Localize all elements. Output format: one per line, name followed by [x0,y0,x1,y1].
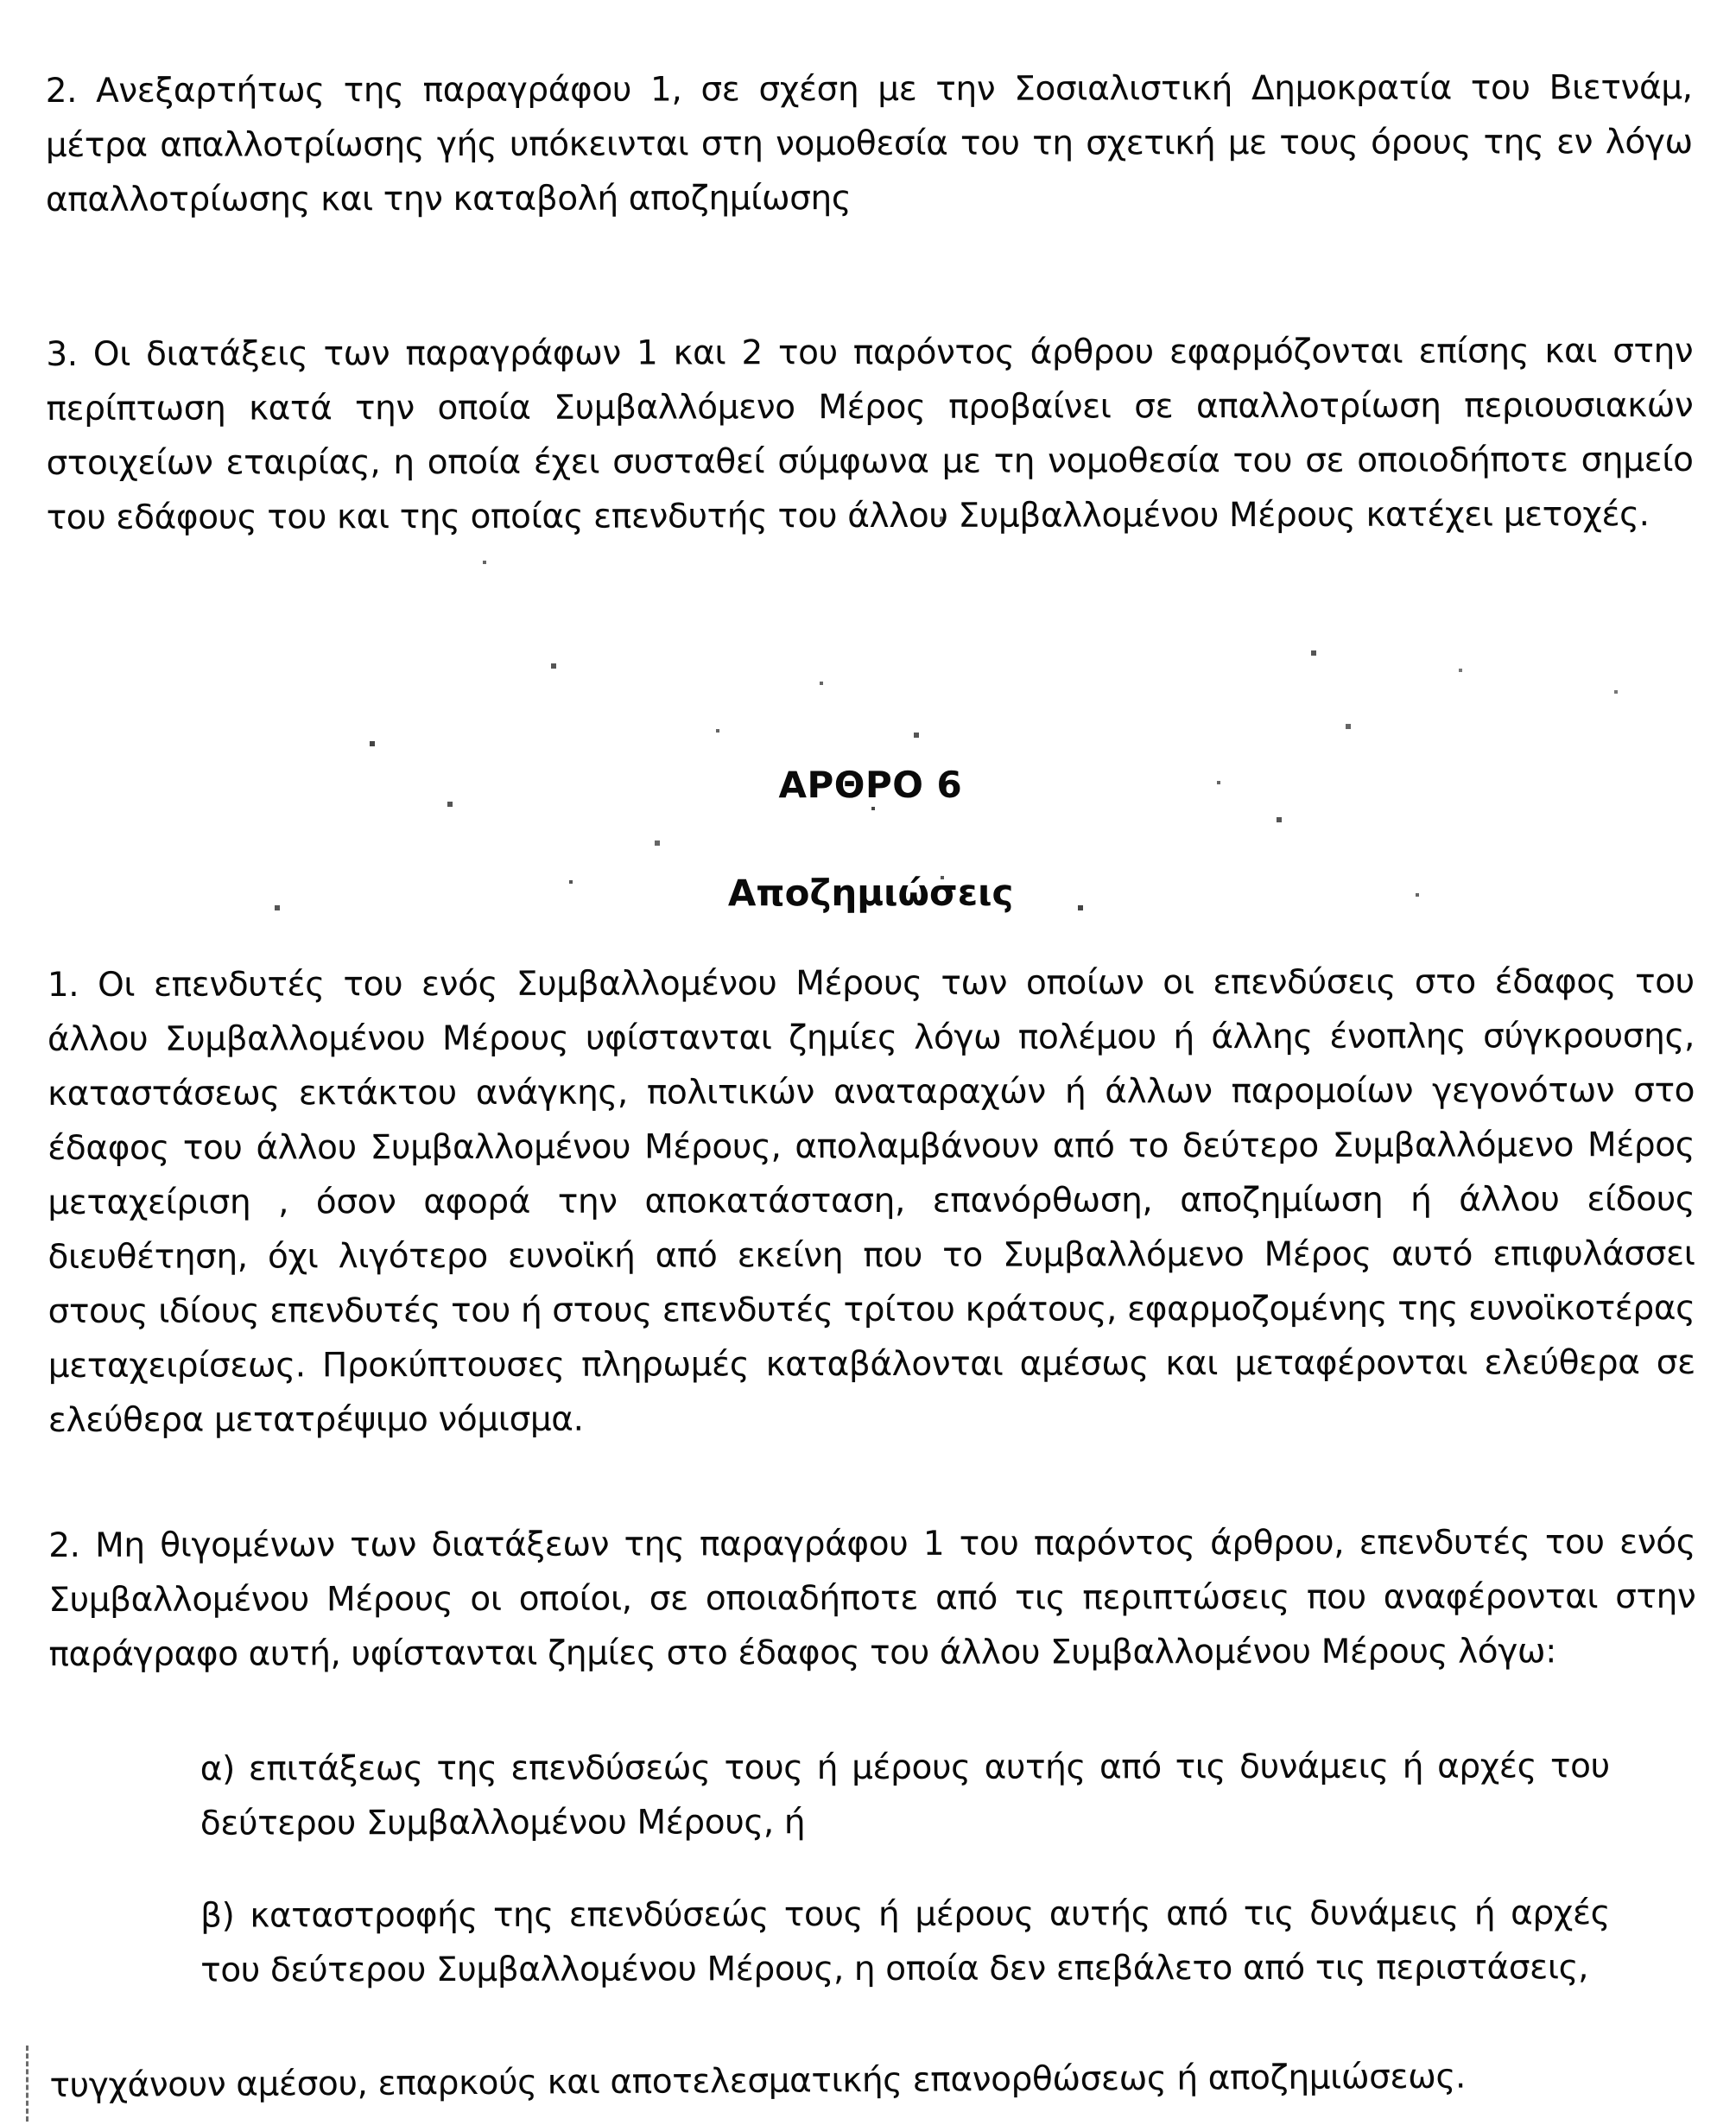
list-item-beta: β) καταστροφής της επενδύσεώς τους ή μέρους αυτής από τις δυνάμεις ή αρχές του δεύτερου Συμβαλλομένου Μέρους, η οποία δεν επεβάλετο από τις περιστάσεις, [200,1893,1611,1990]
article-paragraph-2: 2. Μη θιγομένων των διατάξεων της παραγράφου 1 του παρόντος άρθρου, επενδυτές του ενός Συμβαλλομένου Μέρους οι οποίοι, σε οποιαδήποτε από τις περιπτώσεις που αναφέρονται στην παράγραφο αυτή, υφίστανται ζημίες στο έδαφος του άλλου Συμβαλλομένου Μέρους λόγω: [48,1522,1696,1674]
article-paragraph-1: 1. Οι επενδυτές του ενός Συμβαλλομένου Μέρους των οποίων οι επενδύσεις στο έδαφος του άλλου Συμβαλλομένου Μέρους υφίστανται ζημίες λόγω πολέμου ή άλλης ένοπλης σύγκρουσης, καταστάσεως εκτάκτου ανάγκης, πολιτικών αναταραχών ή άλλων παρομοίων γεγονότων στο έδαφος του άλλου Συμβαλλομένου Μέρους, απολαμβάνουν από το δεύτερο Συμβαλλόμενο Μέρος μεταχείριση , όσον αφορά την αποκατάσταση, επανόρθωση, αποζημίωση ή άλλου είδους διευθέτηση, όχι λιγότερο ευνοϊκή από εκείνη που το Συμβαλλόμενο Μέρος αυτό επιφυλάσσει στους ιδίους επενδυτές του ή στους επενδυτές τρίτου κράτους, εφαρμοζομένης της ευνοϊκοτέρας μεταχειρίσεως. Προκύπτουσες πληρωμές καταβάλονται αμέσως και μεταφέρονται ελεύθερα σε ελεύθερα μετατρέψιμο νόμισμα. [47,961,1695,1440]
scan-edge-mark [26,2046,29,2122]
paragraph-2: 2. Ανεξαρτήτως της παραγράφου 1, σε σχέση με την Σοσιαλιστική Δημοκρατία του Βιετνάμ, μέτρα απαλλοτρίωσης γής υπόκεινται στη νομοθεσία του τη σχετική με τους όρους της εν λόγω απαλλοτρίωσης και την καταβολή αποζημίωσης [45,67,1693,219]
article-subheading: Αποζημιώσεις [727,871,1014,915]
article-heading: ΑΡΘΡΟ 6 [778,763,963,807]
paragraph-3: 3. Οι διατάξεις των παραγράφων 1 και 2 του παρόντος άρθρου εφαρμόζονται επίσης και στην περίπτωση κατά την οποία Συμβαλλόμενο Μέρος προβαίνει σε απαλλοτρίωση περιουσιακών στοιχείων εταιρίας, η οποία έχει συσταθεί σύμφωνα με τη νομοθεσία του σε οποιοδήποτε σημείο του εδάφους του και της οποίας επενδυτής του άλλου Συμβαλλομένου Μέρους κατέχει μετοχές. [46,331,1694,537]
list-item-alpha: α) επιτάξεως της επενδύσεώς τους ή μέρους αυτής από τις δυνάμεις ή αρχές του δεύτερου Συμβαλλομένου Μέρους, ή [200,1747,1610,1843]
closing-line: τυγχάνουν αμέσου, επαρκούς και αποτελεσματικής επανορθώσεως ή αποζημιώσεως. [49,2057,1467,2106]
